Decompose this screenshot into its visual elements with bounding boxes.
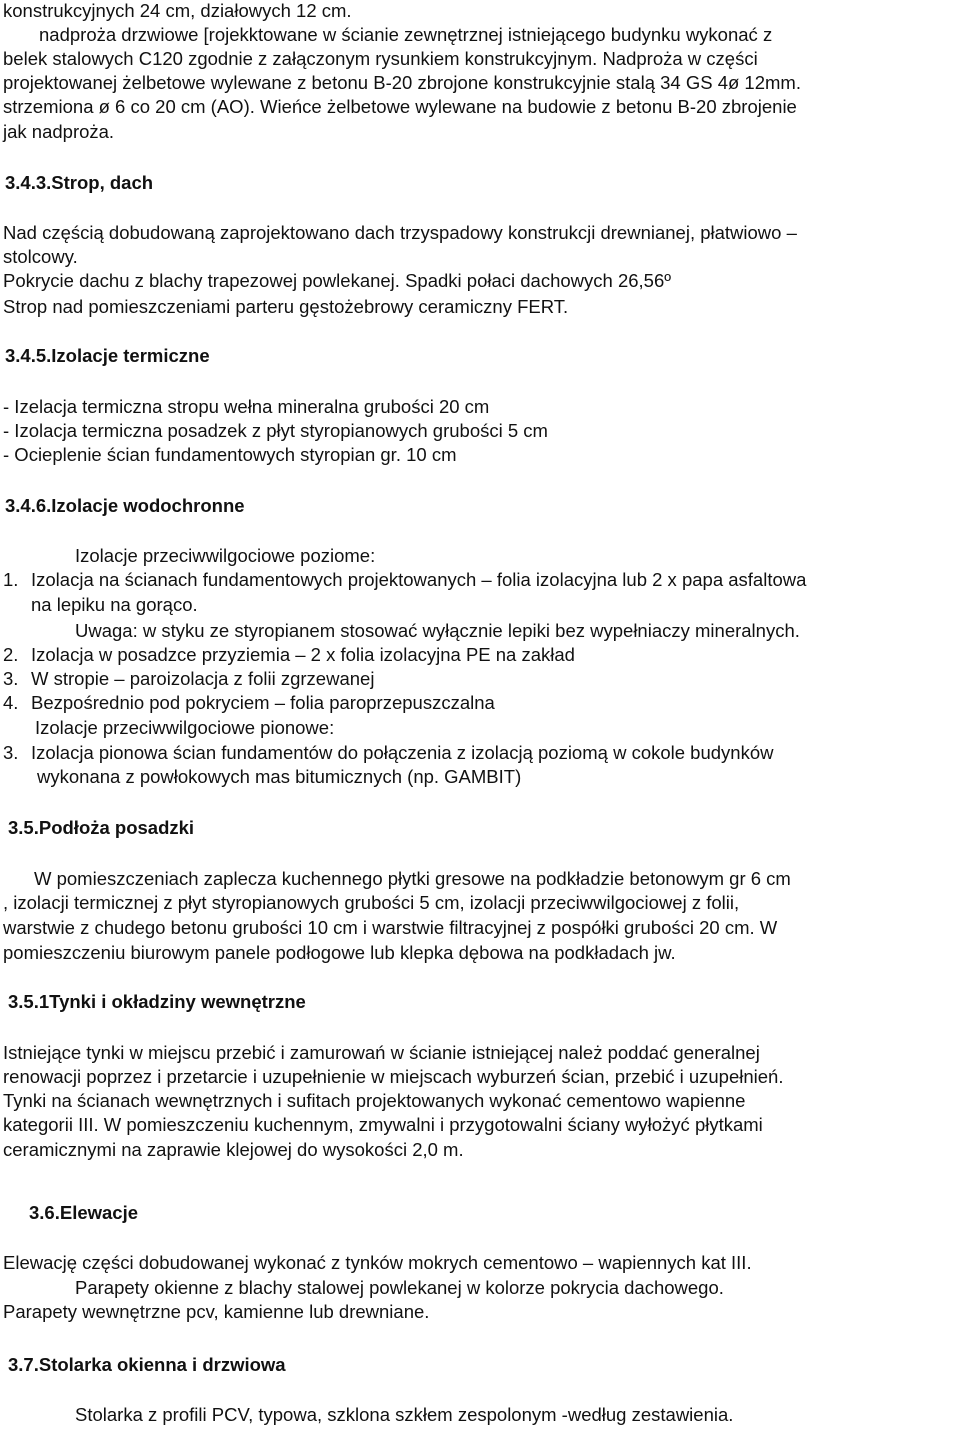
list-item: Izolacja pionowa ścian fundamentów do połączenia z izolacją poziomą w cokole budynków — [31, 742, 774, 763]
paragraph-line: Tynki na ścianach wewnętrznych i sufitach projektowanych wykonać cementowo wapienne — [3, 1090, 746, 1111]
section-heading-izolacje-wodochronne: 3.4.6.Izolacje wodochronne — [5, 495, 245, 516]
section-heading-elewacje: 3.6.Elewacje — [29, 1202, 139, 1223]
paragraph-line: stolcowy. — [3, 246, 78, 267]
list-item: Bezpośrednio pod pokryciem – folia paroprzepuszczalna — [31, 692, 495, 713]
section-heading-tynki: 3.5.1Tynki i okładziny wewnętrzne — [8, 991, 306, 1012]
list-item: Izolacja w posadzce przyziemia – 2 x folia izolacyjna PE na zakład — [31, 644, 575, 665]
list-item: Izolacja na ścianach fundamentowych projektowanych – folia izolacyjna lub 2 x papa asfaltowa — [31, 569, 807, 590]
paragraph-line: Parapety wewnętrzne pcv, kamienne lub drewniane. — [3, 1301, 430, 1322]
section-heading-stolarka: 3.7.Stolarka okienna i drzwiowa — [8, 1354, 286, 1375]
paragraph-line: Istniejące tynki w miejscu przebić i zamurowań w ścianie istniejącej należ poddać generalnej — [3, 1042, 760, 1063]
subheading: Izolacje przeciwwilgociowe pionowe: — [35, 717, 335, 738]
paragraph-line: W pomieszczeniach zaplecza kuchennego płytki gresowe na podkładzie betonowym gr 6 cm — [34, 868, 791, 889]
section-heading-podloza-posadzki: 3.5.Podłoża posadzki — [8, 817, 195, 838]
paragraph-line: Stolarka z profili PCV, typowa, szklona szkłem zespolonym -według zestawienia. — [75, 1404, 734, 1425]
list-item: - Izelacja termiczna stropu wełna mineralna grubości 20 cm — [3, 396, 490, 417]
paragraph-line: Pokrycie dachu z blachy trapezowej powlekanej. Spadki połaci dachowych 26,56º — [3, 270, 672, 291]
paragraph-line: Nad częścią dobudowaną zaprojektowano dach trzyspadowy konstrukcji drewnianej, płatwiowo – — [3, 222, 797, 243]
list-item: - Ocieplenie ścian fundamentowych styropian gr. 10 cm — [3, 444, 457, 465]
intro-line: projektowanej żelbetowe wylewane z betonu B-20 zbrojone konstrukcyjnie stalą 34 GS 4ø 12mm. — [3, 72, 801, 93]
list-item-continuation: wykonana z powłokowych mas bitumicznych (np. GAMBIT) — [37, 766, 522, 787]
section-heading-izolacje-termiczne: 3.4.5.Izolacje termiczne — [5, 345, 210, 366]
intro-line: belek stalowych C120 zgodnie z załączonym rysunkiem konstrukcyjnym. Nadproża w części — [3, 48, 758, 69]
intro-line: strzemiona ø 6 co 20 cm (AO). Wieńce żelbetowe wylewane na budowie z betonu B-20 zbrojenie — [3, 96, 797, 117]
subheading: Izolacje przeciwwilgociowe poziome: — [75, 545, 376, 566]
list-item: - Izolacja termiczna posadzek z płyt styropianowych grubości 5 cm — [3, 420, 548, 441]
intro-line: nadproża drzwiowe [rojekktowane w ścianie zewnętrznej istniejącego budynku wykonać z — [39, 24, 773, 45]
paragraph-line: Parapety okienne z blachy stalowej powlekanej w kolorze pokrycia dachowego. — [75, 1277, 724, 1298]
paragraph-line: pomieszczeniu biurowym panele podłogowe lub klepka dębowa na podkładach jw. — [3, 942, 676, 963]
paragraph-line: warstwie z chudego betonu grubości 10 cm i warstwie filtracyjnej z pospółki grubości 20 cm. W — [3, 917, 778, 938]
intro-line: konstrukcyjnych 24 cm, działowych 12 cm. — [3, 0, 352, 21]
list-number: 4. — [3, 692, 19, 713]
list-number: 2. — [3, 644, 19, 665]
paragraph-line: renowacji poprzez i przetarcie i uzupełnienie w miejscach wyburzeń ścian, przebić i uzupełnień. — [3, 1066, 784, 1087]
note: Uwaga: w styku ze styropianem stosować wyłącznie lepiki bez wypełniaczy mineralnych. — [75, 620, 800, 641]
paragraph-line: Elewację części dobudowanej wykonać z tynków mokrych cementowo – wapiennych kat III. — [3, 1252, 752, 1273]
paragraph-line: Strop nad pomieszczeniami parteru gęstożebrowy ceramiczny FERT. — [3, 296, 569, 317]
paragraph-line: kategorii III. W pomieszczeniu kuchennym, zmywalni i przygotowalni ściany wyłożyć płytkami — [3, 1114, 763, 1135]
paragraph-line: ceramicznymi na zaprawie klejowej do wysokości 2,0 m. — [3, 1139, 464, 1160]
list-item: W stropie – paroizolacja z folii zgrzewanej — [31, 668, 375, 689]
list-item-continuation: na lepiku na gorąco. — [31, 594, 198, 615]
section-heading-strop-dach: 3.4.3.Strop, dach — [5, 172, 154, 193]
paragraph-line: , izolacji termicznej z płyt styropianowych grubości 5 cm, izolacji przeciwwilgociowej z folii, — [3, 892, 740, 913]
intro-line: jak nadproża. — [3, 121, 115, 142]
list-number: 3. — [3, 742, 19, 763]
list-number: 1. — [3, 569, 19, 590]
list-number: 3. — [3, 668, 19, 689]
